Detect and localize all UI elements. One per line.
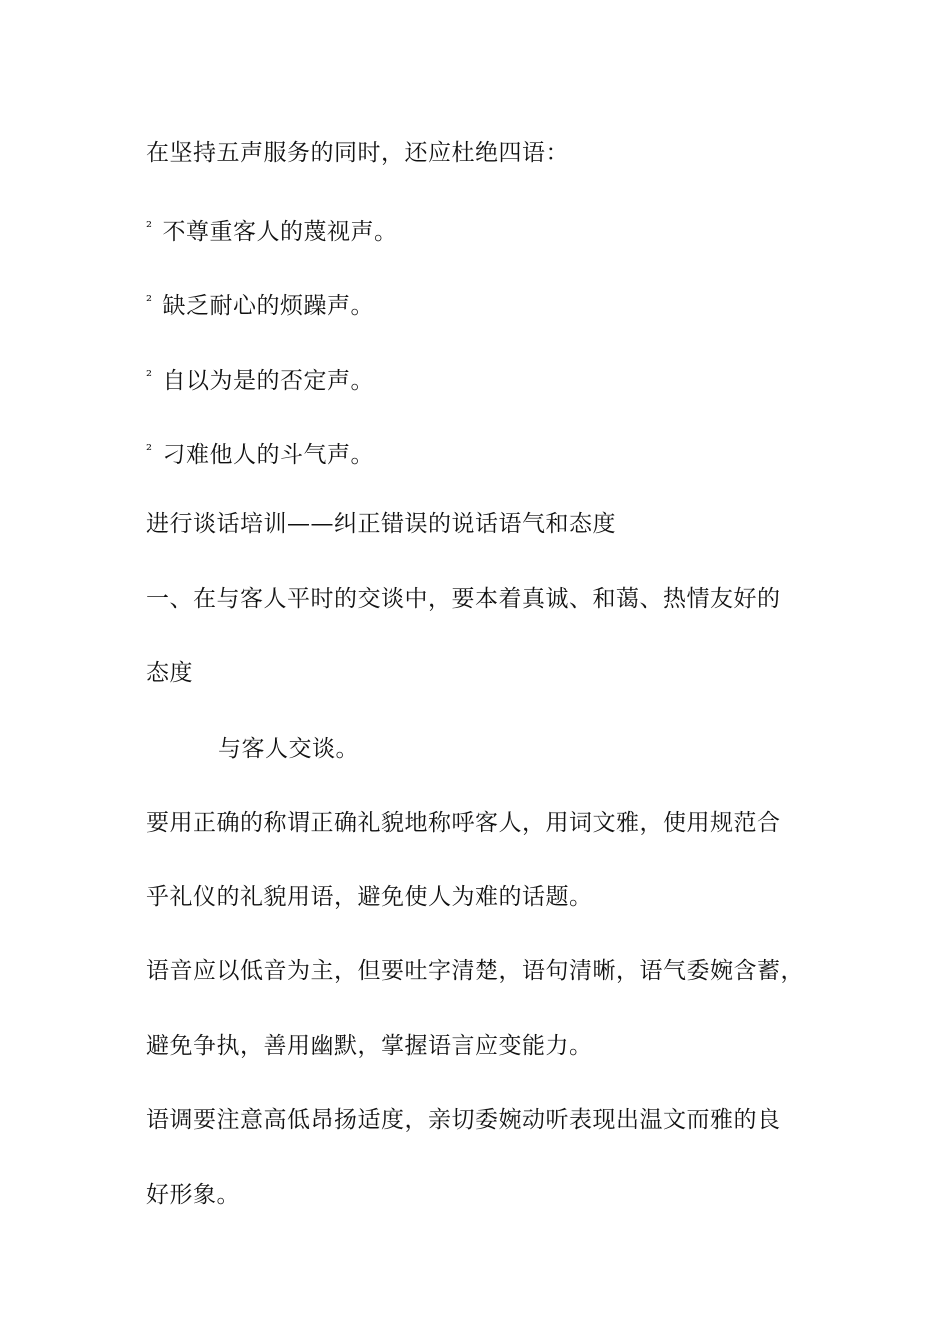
paragraph-line: 与客人交谈。: [218, 736, 359, 762]
bullet-item: [146, 212, 398, 247]
paragraph-line: 语音应以低音为主，但要吐字清楚，语句清晰，语气委婉含蓄，: [146, 958, 804, 984]
bullet-item: [146, 435, 374, 470]
bullet-mark: ²: [146, 292, 153, 310]
paragraph-line: 好形象。: [146, 1182, 240, 1208]
bullet-text: 自以为是的否定声。: [162, 368, 375, 394]
paragraph-line: 要用正确的称谓正确礼貌地称呼客人，用词文雅，使用规范合: [146, 810, 781, 836]
bullet-mark: ²: [146, 441, 153, 459]
bullet-text: 缺乏耐心的烦躁声。: [162, 293, 375, 319]
bullet-mark: ²: [146, 218, 153, 236]
intro-line: 在坚持五声服务的同时，还应杜绝四语：: [146, 140, 569, 166]
bullet-mark: ²: [146, 367, 153, 385]
paragraph-line: 乎礼仪的礼貌用语，避免使人为难的话题。: [146, 884, 593, 910]
section-heading: 进行谈话培训——纠正错误的说话语气和态度: [146, 511, 616, 537]
paragraph-line: 避免争执，善用幽默，掌握语言应变能力。: [146, 1033, 593, 1059]
paragraph-line: 一、在与客人平时的交谈中，要本着真诚、和蔼、热情友好的: [146, 586, 781, 612]
bullet-text: 刁难他人的斗气声。: [162, 442, 375, 468]
bullet-item: [146, 361, 374, 396]
bullet-text: 不尊重客人的蔑视声。: [162, 219, 398, 245]
paragraph-line: 语调要注意高低昂扬适度，亲切委婉动听表现出温文而雅的良: [146, 1107, 781, 1133]
paragraph-line: 态度: [146, 660, 193, 686]
bullet-item: [146, 286, 374, 321]
